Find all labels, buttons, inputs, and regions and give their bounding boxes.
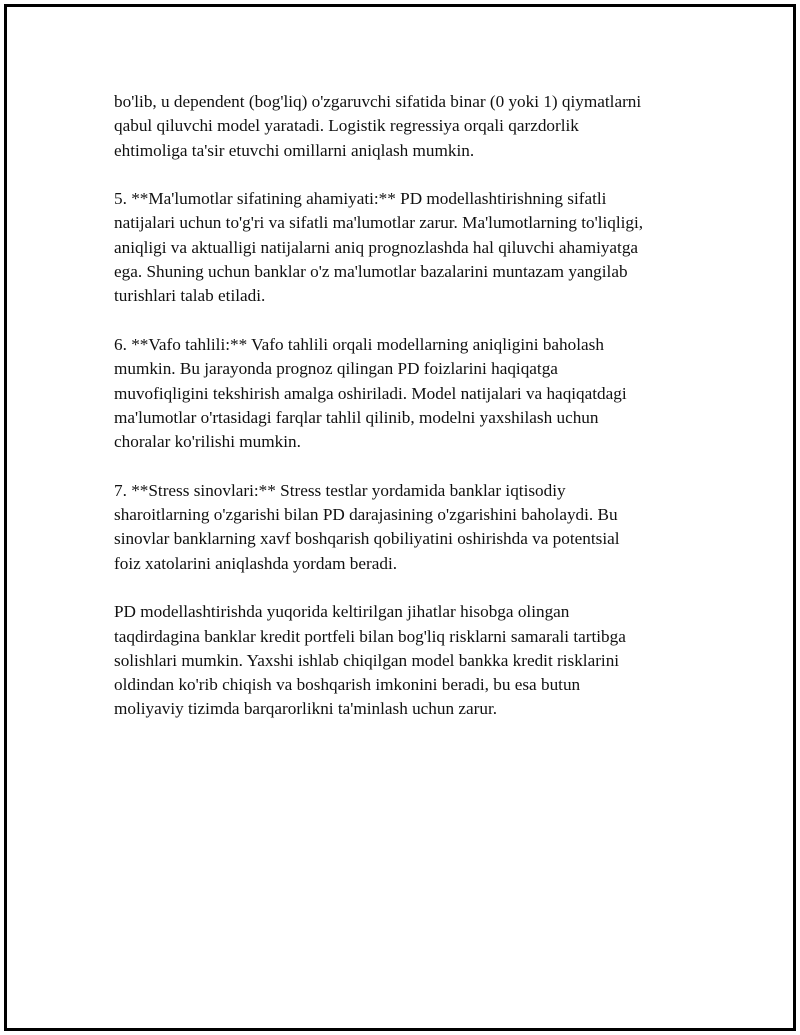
text-line: taqdirdagina banklar kredit portfeli bilan bog'liq risklarni samarali tartibga (114, 626, 626, 646)
text-line: qabul qiluvchi model yaratadi. Logistik regressiya orqali qarzdorlik (114, 116, 579, 136)
text-line: natijalari uchun to'g'ri va sifatli ma'lumotlar zarur. Ma'lumotlarning to'liqligi, (114, 213, 644, 233)
text-line: aniqligi va aktualligi natijalarni aniq prognozlashda hal qiluvchi ahamiyatga (114, 237, 639, 257)
paragraph-conclusion (114, 600, 704, 721)
text-line: sinovlar banklarning xavf boshqarish qobiliyatini oshirishda va potentsial (114, 529, 620, 549)
text-line: muvofiqligini tekshirish amalga oshiriladi. Model natijalari va haqiqatdagi (114, 383, 627, 403)
text-line: mumkin. Bu jarayonda prognoz qilingan PD foizlarini haqiqatga (114, 359, 558, 379)
text-line: ega. Shuning uchun banklar o'z ma'lumotlar bazalarini muntazam yangilab (114, 262, 628, 282)
document-body (114, 90, 704, 746)
text-line: oldindan ko'rib chiqish va boshqarish imkonini beradi, bu esa butun (114, 675, 581, 695)
text-line: 7. **Stress sinovlari:** Stress testlar yordamida banklar iqtisodiy (114, 480, 566, 500)
text-line: 5. **Ma'lumotlar sifatining ahamiyati:** PD modellashtirishning sifatli (114, 189, 607, 209)
text-line: foiz xatolarini aniqlashda yordam beradi. (114, 553, 398, 573)
paragraph-data-quality (114, 187, 704, 308)
paragraph-logistic-regression (114, 90, 704, 163)
text-line: ehtimoliga ta'sir etuvchi omillarni aniqlash mumkin. (114, 140, 475, 160)
text-line: choralar ko'rilishi mumkin. (114, 432, 301, 452)
text-line: sharoitlarning o'zgarishi bilan PD darajasining o'zgarishini baholaydi. Bu (114, 505, 618, 525)
text-line: 6. **Vafo tahlili:** Vafo tahlili orqali modellarning aniqligini baholash (114, 334, 604, 354)
text-line: ma'lumotlar o'rtasidagi farqlar tahlil qilinib, modelni yaxshilash uchun (114, 407, 599, 427)
text-line: moliyaviy tizimda barqarorlikni ta'minlash uchun zarur. (114, 699, 498, 719)
text-line: bo'lib, u dependent (bog'liq) o'zgaruvchi sifatida binar (0 yoki 1) qiymatlarni (114, 92, 642, 111)
text-line: solishlari mumkin. Yaxshi ishlab chiqilgan model bankka kredit risklarini (114, 650, 620, 670)
paragraph-stress-tests (114, 479, 704, 576)
paragraph-vafo-analysis (114, 333, 704, 454)
text-line: turishlari talab etiladi. (114, 286, 266, 306)
text-line: PD modellashtirishda yuqorida keltirilgan jihatlar hisobga olingan (114, 602, 570, 622)
